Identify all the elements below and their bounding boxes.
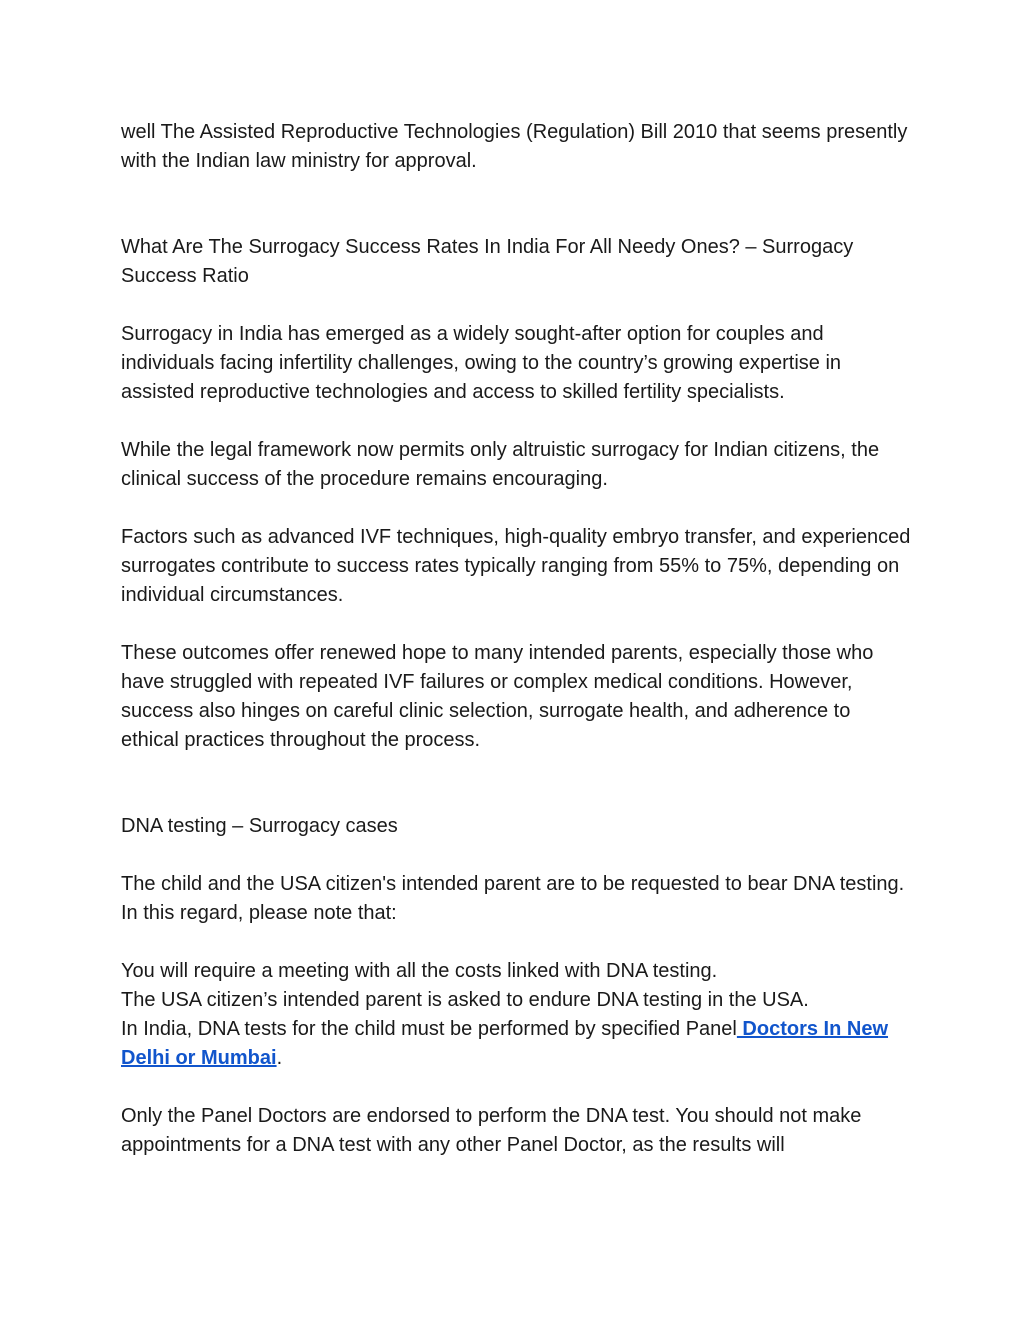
list-line-india-suffix: .: [276, 1047, 283, 1069]
list-line-india-prefix: In India, DNA tests for the child must be performed by specified Panel: [121, 1018, 737, 1040]
spacer: [121, 494, 911, 523]
heading-dna-testing: DNA testing – Surrogacy cases: [121, 815, 398, 837]
spacer: [121, 1073, 911, 1102]
spacer: [121, 291, 911, 320]
spacer: [121, 841, 911, 870]
list-line-usa-testing: The USA citizen’s intended parent is asked to endure DNA testing in the USA.: [121, 989, 809, 1011]
paragraph-bill-2010: well The Assisted Reproductive Technologies (Regulation) Bill 2010 that seems presently with the Indian law ministry for approval.: [121, 121, 908, 172]
document-page: [121, 118, 911, 1160]
spacer: [121, 610, 911, 639]
paragraph-outcomes: These outcomes offer renewed hope to many intended parents, especially those who have struggled with repeated IVF failures or complex medical conditions. However, success also hinges on careful clinic selection, surrogate health, and adherence to ethical practices throughout the process.: [121, 642, 874, 751]
paragraph-panel-doctors: Only the Panel Doctors are endorsed to perform the DNA test. You should not make appointments for a DNA test with any other Panel Doctor, as the results will: [121, 1105, 862, 1156]
spacer: [121, 928, 911, 957]
paragraph-success-factors: Factors such as advanced IVF techniques, high-quality embryo transfer, and experienced surrogates contribute to success rates typically ranging from 55% to 75%, depending on individual circumstances.: [121, 526, 911, 606]
paragraph-dna-request: The child and the USA citizen's intended parent are to be requested to bear DNA testing. In this regard, please note that:: [121, 873, 905, 924]
list-line-india-testing: [121, 1015, 911, 1073]
paragraph-surrogacy-india: Surrogacy in India has emerged as a widely sought-after option for couples and individuals facing infertility challenges, owing to the country’s growing expertise in assisted reproductive technologies and access to skilled fertility specialists.: [121, 323, 842, 403]
spacer: [121, 755, 911, 812]
spacer: [121, 407, 911, 436]
paragraph-legal-framework: While the legal framework now permits only altruistic surrogacy for Indian citizens, the clinical success of the procedure remains encouraging.: [121, 439, 880, 490]
heading-success-rates: What Are The Surrogacy Success Rates In India For All Needy Ones? – Surrogacy Success Ratio: [121, 236, 854, 287]
spacer: [121, 176, 911, 233]
panel-doctors-link[interactable]: Doctors In New Delhi or Mumbai: [121, 1018, 889, 1069]
list-line-costs: You will require a meeting with all the costs linked with DNA testing.: [121, 960, 718, 982]
